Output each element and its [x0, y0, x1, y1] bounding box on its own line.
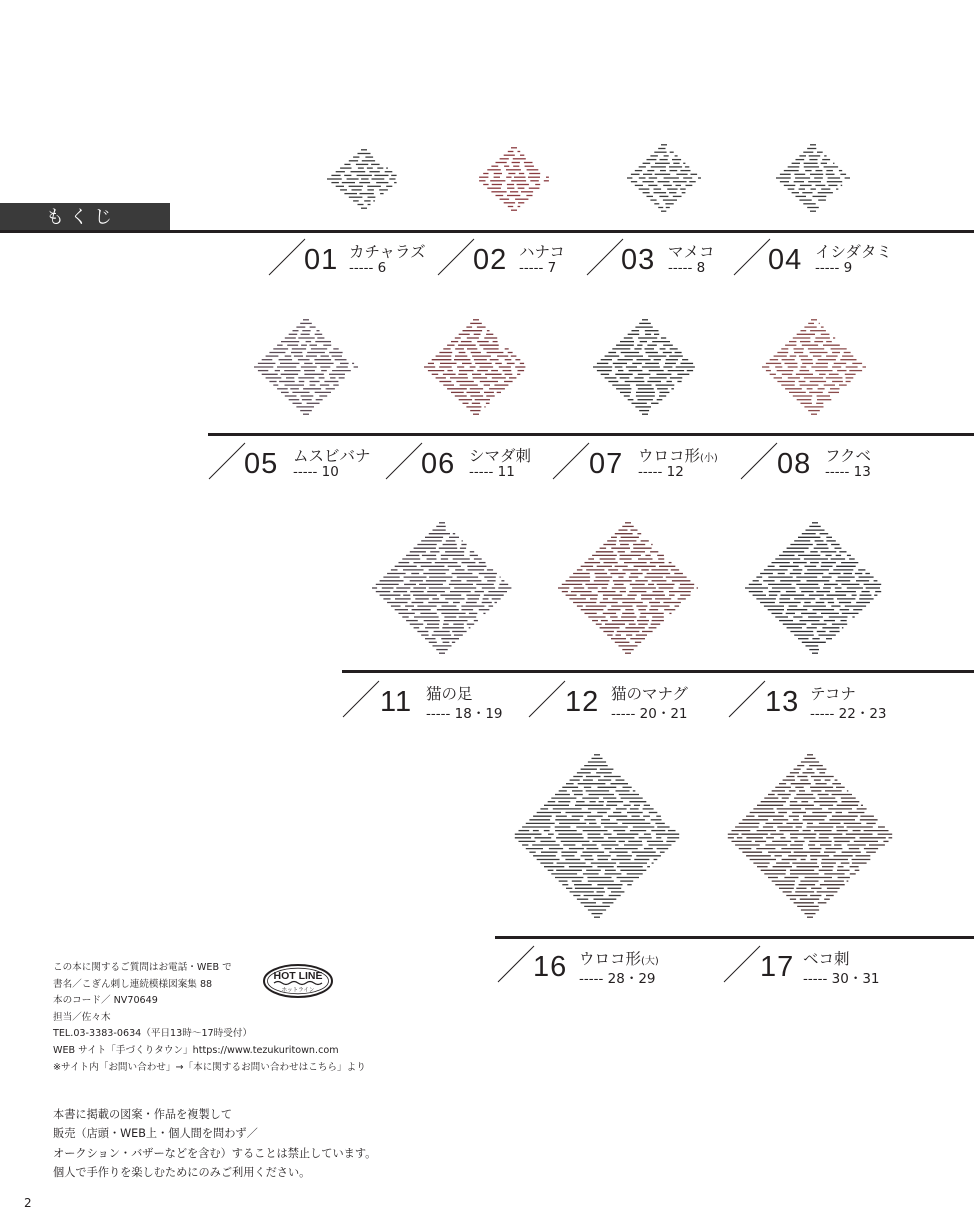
item-pages: ----- 10 [293, 464, 339, 480]
info-line: WEB サイト「手づくりタウン」https://www.tezukuritown.com [53, 1044, 339, 1056]
item-pages: ----- 12 [638, 464, 684, 480]
toc-item[interactable] [728, 680, 928, 730]
item-pages: ----- 9 [815, 260, 853, 276]
item-pages: ----- 11 [469, 464, 515, 480]
item-number: 01 [304, 244, 339, 276]
slash-mark [437, 238, 477, 276]
item-name: イシダタミ [815, 243, 892, 261]
slash-mark [728, 680, 768, 718]
info-line: 書名／こぎん刺し連続模様図案集 88 [53, 978, 213, 990]
pattern-17 [726, 753, 894, 919]
item-number: 04 [768, 244, 803, 276]
item-pages: ----- 22・23 [810, 706, 887, 722]
item-name: ムスビバナ [293, 447, 371, 465]
slash-mark [723, 945, 763, 983]
info-line: この本に関するご質問はお電話・WEB で [53, 962, 232, 973]
pattern-02 [477, 146, 551, 212]
kogin-pattern-graphic [558, 521, 698, 655]
notice-line: オークション・バザーなどを含む）することは禁止しています。 [53, 1146, 377, 1160]
pattern-04 [776, 143, 850, 213]
item-pages: ----- 13 [825, 464, 871, 480]
slash-mark [552, 442, 592, 480]
hotline-title: HOT LINE [273, 970, 323, 982]
item-pages: ----- 8 [668, 260, 706, 276]
kogin-pattern-graphic [726, 753, 894, 919]
kogin-pattern-graphic [477, 146, 551, 212]
pattern-01 [327, 148, 401, 210]
toc-item[interactable] [552, 442, 742, 492]
toc-item[interactable] [385, 442, 555, 492]
slash-mark [385, 442, 425, 480]
item-pages: ----- 18・19 [426, 706, 503, 722]
item-name: カチャラズ [349, 243, 426, 261]
notice-line: 販売（店頭・WEB上・個人間を問わず／ [53, 1127, 258, 1141]
kogin-pattern-graphic [627, 143, 701, 213]
kogin-pattern-graphic [745, 521, 885, 655]
slash-mark [342, 680, 382, 718]
item-number: 02 [473, 244, 508, 276]
item-number: 08 [777, 448, 812, 480]
item-number: 05 [244, 448, 279, 480]
pattern-13 [745, 521, 885, 655]
item-number: 03 [621, 244, 656, 276]
contact-info [53, 960, 366, 1076]
pattern-11 [372, 521, 512, 655]
info-line: 担当／佐々木 [53, 1011, 111, 1023]
slash-mark [740, 442, 780, 480]
kogin-pattern-graphic [327, 148, 401, 210]
item-name: テコナ [810, 685, 856, 703]
hotline-subtitle: ホットライン [281, 987, 315, 994]
toc-item[interactable] [733, 238, 933, 288]
pattern-05 [254, 318, 358, 416]
divider-row-3 [342, 670, 974, 673]
kogin-pattern-graphic [593, 318, 697, 416]
kogin-pattern-graphic [513, 753, 681, 919]
notice-line: 個人で手作りを楽しむためにのみご利用ください。 [53, 1166, 311, 1180]
slash-mark [528, 680, 568, 718]
slash-mark [497, 945, 537, 983]
toc-item[interactable] [723, 945, 913, 995]
item-pages: ----- 20・21 [611, 706, 688, 722]
kogin-pattern-graphic [424, 318, 528, 416]
item-pages: ----- 7 [519, 260, 557, 276]
divider-row-4 [495, 936, 974, 939]
info-line: 本のコード／ NV70649 [53, 995, 158, 1007]
item-name: シマダ刺 [469, 447, 532, 465]
item-pages: ----- 30・31 [803, 971, 880, 987]
item-number: 13 [765, 686, 800, 718]
item-pages: ----- 6 [349, 260, 387, 276]
item-name: マメコ [668, 243, 715, 261]
slash-mark [268, 238, 308, 276]
kogin-pattern-graphic [776, 143, 850, 213]
toc-item[interactable] [497, 945, 697, 995]
pattern-06 [424, 318, 528, 416]
item-name: ベコ刺 [803, 950, 850, 968]
copyright-notice [53, 1105, 376, 1183]
item-number: 16 [533, 951, 568, 983]
slash-mark [586, 238, 626, 276]
divider-row-1 [0, 230, 974, 233]
kogin-pattern-graphic [762, 318, 866, 416]
item-number: 17 [760, 951, 795, 983]
item-name: 猫の足 [426, 685, 473, 703]
pattern-12 [558, 521, 698, 655]
toc-item[interactable] [208, 442, 388, 492]
item-number: 06 [421, 448, 456, 480]
item-name: ウロコ形(小) [638, 447, 718, 465]
item-number: 07 [589, 448, 624, 480]
kogin-pattern-graphic [254, 318, 358, 416]
item-name: 猫のマナグ [611, 685, 688, 703]
slash-mark [733, 238, 773, 276]
toc-item[interactable] [740, 442, 900, 492]
info-line: ※サイト内「お問い合わせ」→「本に関するお問い合わせはこちら」より [53, 1061, 366, 1073]
item-name: ハナコ [519, 243, 565, 261]
kogin-pattern-graphic [372, 521, 512, 655]
toc-item[interactable] [268, 238, 458, 288]
item-name: ウロコ形(大) [579, 950, 659, 968]
slash-mark [208, 442, 248, 480]
toc-item[interactable] [437, 238, 587, 288]
toc-item[interactable] [342, 680, 522, 730]
toc-item[interactable] [586, 238, 736, 288]
item-name: フクベ [825, 447, 872, 465]
page-number: 2 [24, 1196, 32, 1210]
item-number: 11 [380, 686, 413, 718]
item-number: 12 [565, 686, 600, 718]
toc-item[interactable] [528, 680, 728, 730]
pattern-07 [593, 318, 697, 416]
pattern-16 [513, 753, 681, 919]
info-line: TEL.03-3383-0634（平日13時～17時受付） [53, 1028, 253, 1040]
notice-line: 本書に掲載の図案・作品を複製して [53, 1108, 233, 1121]
divider-row-2 [208, 433, 974, 436]
pattern-08 [762, 318, 866, 416]
toc-heading: もくじ [0, 203, 170, 232]
pattern-03 [627, 143, 701, 213]
item-pages: ----- 28・29 [579, 971, 656, 987]
